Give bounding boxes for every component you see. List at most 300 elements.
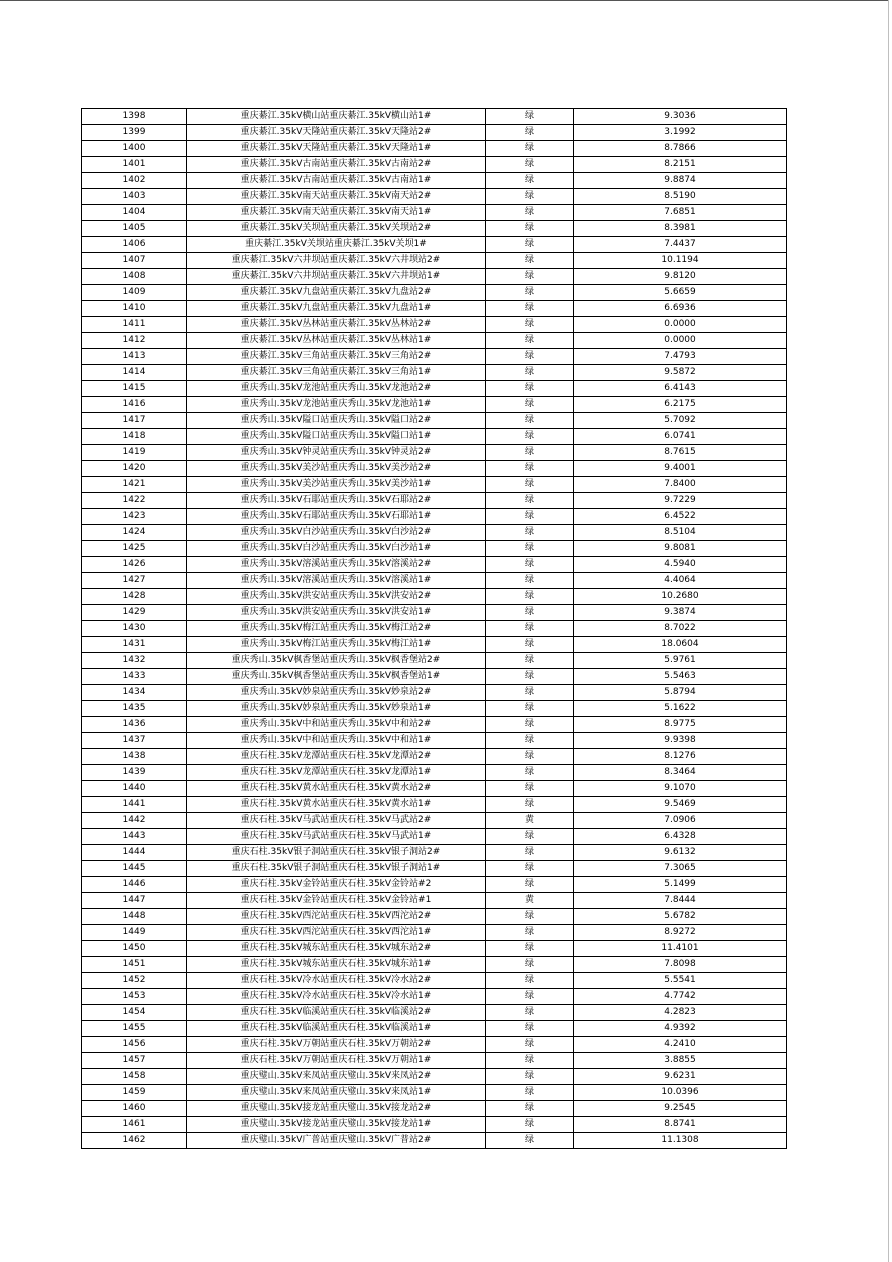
row-number-cell: 1425 (82, 541, 187, 557)
status-cell: 绿 (486, 765, 574, 781)
status-cell: 绿 (486, 1069, 574, 1085)
table-row (82, 1101, 787, 1117)
table-row (82, 941, 787, 957)
row-number-cell: 1418 (82, 429, 187, 445)
row-number-cell: 1443 (82, 829, 187, 845)
station-name-cell: 重庆秀山.35kV枫香堡站重庆秀山.35kV枫香堡站2# (187, 653, 486, 669)
station-name-cell: 重庆石柱.35kV马武站重庆石柱.35kV马武站1# (187, 829, 486, 845)
station-name-cell: 重庆秀山.35kV溶溪站重庆秀山.35kV溶溪站1# (187, 573, 486, 589)
station-name-cell: 重庆秀山.35kV中和站重庆秀山.35kV中和站1# (187, 733, 486, 749)
table-row (82, 1069, 787, 1085)
table-row (82, 125, 787, 141)
row-number-cell: 1440 (82, 781, 187, 797)
station-name-cell: 重庆秀山.35kV妙泉站重庆秀山.35kV妙泉站1# (187, 701, 486, 717)
table-row (82, 397, 787, 413)
status-cell: 绿 (486, 717, 574, 733)
row-number-cell: 1416 (82, 397, 187, 413)
station-name-cell: 重庆秀山.35kV中和站重庆秀山.35kV中和站2# (187, 717, 486, 733)
status-cell: 绿 (486, 413, 574, 429)
station-name-cell: 重庆綦江.35kV丛林站重庆綦江.35kV丛林站2# (187, 317, 486, 333)
value-cell: 7.8098 (574, 957, 787, 973)
table-row (82, 509, 787, 525)
station-name-cell: 重庆秀山.35kV钟灵站重庆秀山.35kV钟灵站2# (187, 445, 486, 461)
value-cell: 8.7615 (574, 445, 787, 461)
table-row (82, 461, 787, 477)
table-row (82, 717, 787, 733)
row-number-cell: 1407 (82, 253, 187, 269)
value-cell: 7.4437 (574, 237, 787, 253)
value-cell: 9.9398 (574, 733, 787, 749)
status-cell: 绿 (486, 1005, 574, 1021)
station-name-cell: 重庆秀山.35kV龙池站重庆秀山.35kV龙池站1# (187, 397, 486, 413)
status-cell: 绿 (486, 525, 574, 541)
table-row (82, 445, 787, 461)
value-cell: 7.8444 (574, 893, 787, 909)
table-row (82, 1133, 787, 1149)
row-number-cell: 1448 (82, 909, 187, 925)
table-row (82, 685, 787, 701)
station-name-cell: 重庆綦江.35kV古南站重庆綦江.35kV古南站1# (187, 173, 486, 189)
station-name-cell: 重庆秀山.35kV石耶站重庆秀山.35kV石耶站2# (187, 493, 486, 509)
status-cell: 绿 (486, 333, 574, 349)
table-row (82, 157, 787, 173)
value-cell: 6.2175 (574, 397, 787, 413)
row-number-cell: 1457 (82, 1053, 187, 1069)
value-cell: 9.8874 (574, 173, 787, 189)
station-name-cell: 重庆秀山.35kV梅江站重庆秀山.35kV梅江站1# (187, 637, 486, 653)
row-number-cell: 1420 (82, 461, 187, 477)
row-number-cell: 1446 (82, 877, 187, 893)
row-number-cell: 1404 (82, 205, 187, 221)
row-number-cell: 1419 (82, 445, 187, 461)
value-cell: 9.4001 (574, 461, 787, 477)
station-name-cell: 重庆綦江.35kV天隆站重庆綦江.35kV天隆站1# (187, 141, 486, 157)
value-cell: 5.7092 (574, 413, 787, 429)
row-number-cell: 1424 (82, 525, 187, 541)
table-row (82, 173, 787, 189)
value-cell: 0.0000 (574, 333, 787, 349)
page-top-border (0, 0, 888, 1)
value-cell: 5.1622 (574, 701, 787, 717)
status-cell: 绿 (486, 541, 574, 557)
station-name-cell: 重庆石柱.35kV城东站重庆石柱.35kV城东站2# (187, 941, 486, 957)
status-cell: 绿 (486, 701, 574, 717)
row-number-cell: 1462 (82, 1133, 187, 1149)
station-name-cell: 重庆綦江.35kV古南站重庆綦江.35kV古南站2# (187, 157, 486, 173)
table-row (82, 1117, 787, 1133)
row-number-cell: 1427 (82, 573, 187, 589)
row-number-cell: 1400 (82, 141, 187, 157)
row-number-cell: 1417 (82, 413, 187, 429)
status-cell: 绿 (486, 317, 574, 333)
value-cell: 10.0396 (574, 1085, 787, 1101)
row-number-cell: 1453 (82, 989, 187, 1005)
value-cell: 9.6132 (574, 845, 787, 861)
value-cell: 9.3874 (574, 605, 787, 621)
value-cell: 5.6782 (574, 909, 787, 925)
value-cell: 4.7742 (574, 989, 787, 1005)
value-cell: 8.7022 (574, 621, 787, 637)
value-cell: 7.0906 (574, 813, 787, 829)
status-cell: 绿 (486, 829, 574, 845)
status-cell: 绿 (486, 445, 574, 461)
status-cell: 绿 (486, 1021, 574, 1037)
value-cell: 4.2410 (574, 1037, 787, 1053)
table-row (82, 989, 787, 1005)
station-name-cell: 重庆綦江.35kV六井坝站重庆綦江.35kV六井坝站2# (187, 253, 486, 269)
status-cell: 绿 (486, 573, 574, 589)
row-number-cell: 1401 (82, 157, 187, 173)
row-number-cell: 1403 (82, 189, 187, 205)
value-cell: 18.0604 (574, 637, 787, 653)
row-number-cell: 1460 (82, 1101, 187, 1117)
table-row (82, 365, 787, 381)
status-cell: 绿 (486, 861, 574, 877)
table-row (82, 845, 787, 861)
station-name-cell: 重庆秀山.35kV白沙站重庆秀山.35kV白沙站2# (187, 525, 486, 541)
station-name-cell: 重庆秀山.35kV白沙站重庆秀山.35kV白沙站1# (187, 541, 486, 557)
value-cell: 7.6851 (574, 205, 787, 221)
station-name-cell: 重庆秀山.35kV龙池站重庆秀山.35kV龙池站2# (187, 381, 486, 397)
row-number-cell: 1428 (82, 589, 187, 605)
value-cell: 7.3065 (574, 861, 787, 877)
value-cell: 9.2545 (574, 1101, 787, 1117)
value-cell: 8.9272 (574, 925, 787, 941)
station-name-cell: 重庆璧山.35kV来凤站重庆璧山.35kV来凤站1# (187, 1085, 486, 1101)
table-row (82, 301, 787, 317)
status-cell: 绿 (486, 1133, 574, 1149)
status-cell: 绿 (486, 733, 574, 749)
status-cell: 绿 (486, 189, 574, 205)
table-row (82, 797, 787, 813)
station-name-cell: 重庆石柱.35kV龙潭站重庆石柱.35kV龙潭站1# (187, 765, 486, 781)
status-cell: 绿 (486, 269, 574, 285)
value-cell: 8.8741 (574, 1117, 787, 1133)
row-number-cell: 1436 (82, 717, 187, 733)
station-name-cell: 重庆石柱.35kV西沱站重庆石柱.35kV西沱站1# (187, 925, 486, 941)
status-cell: 绿 (486, 125, 574, 141)
table-row (82, 829, 787, 845)
table-row (82, 973, 787, 989)
status-cell: 绿 (486, 1053, 574, 1069)
table-row (82, 413, 787, 429)
table-row (82, 381, 787, 397)
table-row (82, 493, 787, 509)
row-number-cell: 1438 (82, 749, 187, 765)
value-cell: 6.4328 (574, 829, 787, 845)
table-row (82, 109, 787, 125)
row-number-cell: 1452 (82, 973, 187, 989)
station-name-cell: 重庆石柱.35kV金铃站重庆石柱.35kV金铃站#2 (187, 877, 486, 893)
station-name-cell: 重庆綦江.35kV九盘站重庆綦江.35kV九盘站1# (187, 301, 486, 317)
value-cell: 5.8794 (574, 685, 787, 701)
status-cell: 绿 (486, 461, 574, 477)
row-number-cell: 1415 (82, 381, 187, 397)
table-row (82, 621, 787, 637)
value-cell: 9.3036 (574, 109, 787, 125)
row-number-cell: 1430 (82, 621, 187, 637)
row-number-cell: 1406 (82, 237, 187, 253)
table-row (82, 653, 787, 669)
value-cell: 5.1499 (574, 877, 787, 893)
status-cell: 绿 (486, 1101, 574, 1117)
table-row (82, 253, 787, 269)
value-cell: 4.9392 (574, 1021, 787, 1037)
table-row (82, 557, 787, 573)
table-row (82, 429, 787, 445)
row-number-cell: 1426 (82, 557, 187, 573)
table-row (82, 333, 787, 349)
table-row (82, 1053, 787, 1069)
value-cell: 8.5190 (574, 189, 787, 205)
station-name-cell: 重庆石柱.35kV龙潭站重庆石柱.35kV龙潭站2# (187, 749, 486, 765)
table-row (82, 637, 787, 653)
station-name-cell: 重庆秀山.35kV洪安站重庆秀山.35kV洪安站1# (187, 605, 486, 621)
status-cell: 绿 (486, 685, 574, 701)
station-name-cell: 重庆石柱.35kV万朝站重庆石柱.35kV万朝站2# (187, 1037, 486, 1053)
station-name-cell: 重庆秀山.35kV石耶站重庆秀山.35kV石耶站1# (187, 509, 486, 525)
status-cell: 绿 (486, 493, 574, 509)
station-name-cell: 重庆秀山.35kV洪安站重庆秀山.35kV洪安站2# (187, 589, 486, 605)
status-cell: 绿 (486, 973, 574, 989)
status-cell: 绿 (486, 237, 574, 253)
station-name-cell: 重庆石柱.35kV临溪站重庆石柱.35kV临溪站1# (187, 1021, 486, 1037)
row-number-cell: 1450 (82, 941, 187, 957)
station-name-cell: 重庆綦江.35kV关坝站重庆綦江.35kV关坝1# (187, 237, 486, 253)
value-cell: 5.9761 (574, 653, 787, 669)
value-cell: 4.2823 (574, 1005, 787, 1021)
table-row (82, 861, 787, 877)
station-name-cell: 重庆石柱.35kV金铃站重庆石柱.35kV金铃站#1 (187, 893, 486, 909)
value-cell: 9.5469 (574, 797, 787, 813)
row-number-cell: 1449 (82, 925, 187, 941)
row-number-cell: 1408 (82, 269, 187, 285)
status-cell: 绿 (486, 253, 574, 269)
station-name-cell: 重庆綦江.35kV三角站重庆綦江.35kV三角站1# (187, 365, 486, 381)
status-cell: 绿 (486, 397, 574, 413)
station-name-cell: 重庆綦江.35kV南天站重庆綦江.35kV南天站1# (187, 205, 486, 221)
station-name-cell: 重庆石柱.35kV银子洞站重庆石柱.35kV银子洞站1# (187, 861, 486, 877)
table-row (82, 317, 787, 333)
value-cell: 8.7866 (574, 141, 787, 157)
table-row (82, 477, 787, 493)
value-cell: 8.3981 (574, 221, 787, 237)
row-number-cell: 1409 (82, 285, 187, 301)
status-cell: 绿 (486, 1037, 574, 1053)
status-cell: 绿 (486, 221, 574, 237)
table-body (82, 109, 787, 1149)
status-cell: 绿 (486, 797, 574, 813)
row-number-cell: 1429 (82, 605, 187, 621)
value-cell: 8.5104 (574, 525, 787, 541)
table-row (82, 781, 787, 797)
row-number-cell: 1399 (82, 125, 187, 141)
table-row (82, 541, 787, 557)
status-cell: 绿 (486, 909, 574, 925)
status-cell: 绿 (486, 285, 574, 301)
station-name-cell: 重庆璧山.35kV来凤站重庆璧山.35kV来凤站2# (187, 1069, 486, 1085)
status-cell: 绿 (486, 1117, 574, 1133)
status-cell: 绿 (486, 109, 574, 125)
table-row (82, 669, 787, 685)
row-number-cell: 1454 (82, 1005, 187, 1021)
table-row (82, 909, 787, 925)
table-row (82, 237, 787, 253)
station-name-cell: 重庆石柱.35kV银子洞站重庆石柱.35kV银子洞站2# (187, 845, 486, 861)
row-number-cell: 1413 (82, 349, 187, 365)
value-cell: 9.6231 (574, 1069, 787, 1085)
row-number-cell: 1451 (82, 957, 187, 973)
station-name-cell: 重庆秀山.35kV美沙站重庆秀山.35kV美沙站2# (187, 461, 486, 477)
status-cell: 绿 (486, 605, 574, 621)
status-cell: 绿 (486, 301, 574, 317)
status-cell: 绿 (486, 365, 574, 381)
row-number-cell: 1442 (82, 813, 187, 829)
status-cell: 绿 (486, 781, 574, 797)
station-name-cell: 重庆璧山.35kV接龙站重庆璧山.35kV接龙站1# (187, 1117, 486, 1133)
row-number-cell: 1423 (82, 509, 187, 525)
row-number-cell: 1461 (82, 1117, 187, 1133)
table-row (82, 141, 787, 157)
row-number-cell: 1435 (82, 701, 187, 717)
row-number-cell: 1441 (82, 797, 187, 813)
row-number-cell: 1437 (82, 733, 187, 749)
data-table (81, 108, 787, 1149)
status-cell: 绿 (486, 589, 574, 605)
status-cell: 绿 (486, 941, 574, 957)
row-number-cell: 1411 (82, 317, 187, 333)
value-cell: 5.5541 (574, 973, 787, 989)
value-cell: 9.8120 (574, 269, 787, 285)
row-number-cell: 1444 (82, 845, 187, 861)
row-number-cell: 1432 (82, 653, 187, 669)
value-cell: 6.0741 (574, 429, 787, 445)
row-number-cell: 1445 (82, 861, 187, 877)
table-row (82, 749, 787, 765)
row-number-cell: 1422 (82, 493, 187, 509)
station-name-cell: 重庆石柱.35kV黄水站重庆石柱.35kV黄水站1# (187, 797, 486, 813)
station-name-cell: 重庆石柱.35kV城东站重庆石柱.35kV城东站1# (187, 957, 486, 973)
value-cell: 3.1992 (574, 125, 787, 141)
table-row (82, 877, 787, 893)
station-name-cell: 重庆綦江.35kV六井坝站重庆綦江.35kV六井坝站1# (187, 269, 486, 285)
station-name-cell: 重庆璧山.35kV广普站重庆璧山.35kV广普站2# (187, 1133, 486, 1149)
row-number-cell: 1458 (82, 1069, 187, 1085)
value-cell: 6.4143 (574, 381, 787, 397)
table-row (82, 589, 787, 605)
row-number-cell: 1405 (82, 221, 187, 237)
row-number-cell: 1433 (82, 669, 187, 685)
value-cell: 5.6659 (574, 285, 787, 301)
table-row (82, 525, 787, 541)
status-cell: 绿 (486, 557, 574, 573)
status-cell: 绿 (486, 621, 574, 637)
status-cell: 绿 (486, 349, 574, 365)
station-name-cell: 重庆秀山.35kV美沙站重庆秀山.35kV美沙站1# (187, 477, 486, 493)
station-name-cell: 重庆秀山.35kV梅江站重庆秀山.35kV梅江站2# (187, 621, 486, 637)
page-right-border (888, 0, 889, 1262)
value-cell: 10.2680 (574, 589, 787, 605)
value-cell: 8.2151 (574, 157, 787, 173)
table-row (82, 205, 787, 221)
station-name-cell: 重庆綦江.35kV三角站重庆綦江.35kV三角站2# (187, 349, 486, 365)
station-name-cell: 重庆石柱.35kV西沱站重庆石柱.35kV西沱站2# (187, 909, 486, 925)
status-cell: 绿 (486, 173, 574, 189)
row-number-cell: 1398 (82, 109, 187, 125)
row-number-cell: 1412 (82, 333, 187, 349)
value-cell: 11.1308 (574, 1133, 787, 1149)
row-number-cell: 1431 (82, 637, 187, 653)
status-cell: 绿 (486, 1085, 574, 1101)
status-cell: 绿 (486, 637, 574, 653)
status-cell: 绿 (486, 429, 574, 445)
value-cell: 9.5872 (574, 365, 787, 381)
table-row (82, 189, 787, 205)
table-row (82, 733, 787, 749)
row-number-cell: 1447 (82, 893, 187, 909)
station-name-cell: 重庆綦江.35kV横山站重庆綦江.35kV横山站1# (187, 109, 486, 125)
table-row (82, 221, 787, 237)
station-name-cell: 重庆石柱.35kV冷水站重庆石柱.35kV冷水站1# (187, 989, 486, 1005)
value-cell: 3.8855 (574, 1053, 787, 1069)
row-number-cell: 1434 (82, 685, 187, 701)
station-name-cell: 重庆秀山.35kV溶溪站重庆秀山.35kV溶溪站2# (187, 557, 486, 573)
status-cell: 黄 (486, 893, 574, 909)
value-cell: 6.4522 (574, 509, 787, 525)
value-cell: 9.7229 (574, 493, 787, 509)
value-cell: 7.8400 (574, 477, 787, 493)
station-name-cell: 重庆綦江.35kV九盘站重庆綦江.35kV九盘站2# (187, 285, 486, 301)
station-name-cell: 重庆秀山.35kV妙泉站重庆秀山.35kV妙泉站2# (187, 685, 486, 701)
status-cell: 绿 (486, 957, 574, 973)
station-name-cell: 重庆石柱.35kV马武站重庆石柱.35kV马武站2# (187, 813, 486, 829)
table-row (82, 1037, 787, 1053)
station-name-cell: 重庆石柱.35kV临溪站重庆石柱.35kV临溪站2# (187, 1005, 486, 1021)
value-cell: 8.3464 (574, 765, 787, 781)
table-row (82, 813, 787, 829)
status-cell: 绿 (486, 381, 574, 397)
status-cell: 绿 (486, 845, 574, 861)
station-name-cell: 重庆石柱.35kV黄水站重庆石柱.35kV黄水站2# (187, 781, 486, 797)
table-row (82, 349, 787, 365)
status-cell: 绿 (486, 877, 574, 893)
row-number-cell: 1421 (82, 477, 187, 493)
station-name-cell: 重庆綦江.35kV丛林站重庆綦江.35kV丛林站1# (187, 333, 486, 349)
value-cell: 4.5940 (574, 557, 787, 573)
value-cell: 8.9775 (574, 717, 787, 733)
table-row (82, 701, 787, 717)
status-cell: 绿 (486, 477, 574, 493)
table-row (82, 605, 787, 621)
row-number-cell: 1455 (82, 1021, 187, 1037)
station-name-cell: 重庆綦江.35kV南天站重庆綦江.35kV南天站2# (187, 189, 486, 205)
table-row (82, 285, 787, 301)
row-number-cell: 1410 (82, 301, 187, 317)
station-name-cell: 重庆綦江.35kV天隆站重庆綦江.35kV天隆站2# (187, 125, 486, 141)
status-cell: 绿 (486, 509, 574, 525)
row-number-cell: 1459 (82, 1085, 187, 1101)
value-cell: 9.1070 (574, 781, 787, 797)
status-cell: 绿 (486, 989, 574, 1005)
station-name-cell: 重庆秀山.35kV隘口站重庆秀山.35kV隘口站2# (187, 413, 486, 429)
value-cell: 0.0000 (574, 317, 787, 333)
station-name-cell: 重庆秀山.35kV隘口站重庆秀山.35kV隘口站1# (187, 429, 486, 445)
station-name-cell: 重庆秀山.35kV枫香堡站重庆秀山.35kV枫香堡站1# (187, 669, 486, 685)
row-number-cell: 1456 (82, 1037, 187, 1053)
row-number-cell: 1402 (82, 173, 187, 189)
station-name-cell: 重庆石柱.35kV万朝站重庆石柱.35kV万朝站1# (187, 1053, 486, 1069)
station-name-cell: 重庆石柱.35kV冷水站重庆石柱.35kV冷水站2# (187, 973, 486, 989)
